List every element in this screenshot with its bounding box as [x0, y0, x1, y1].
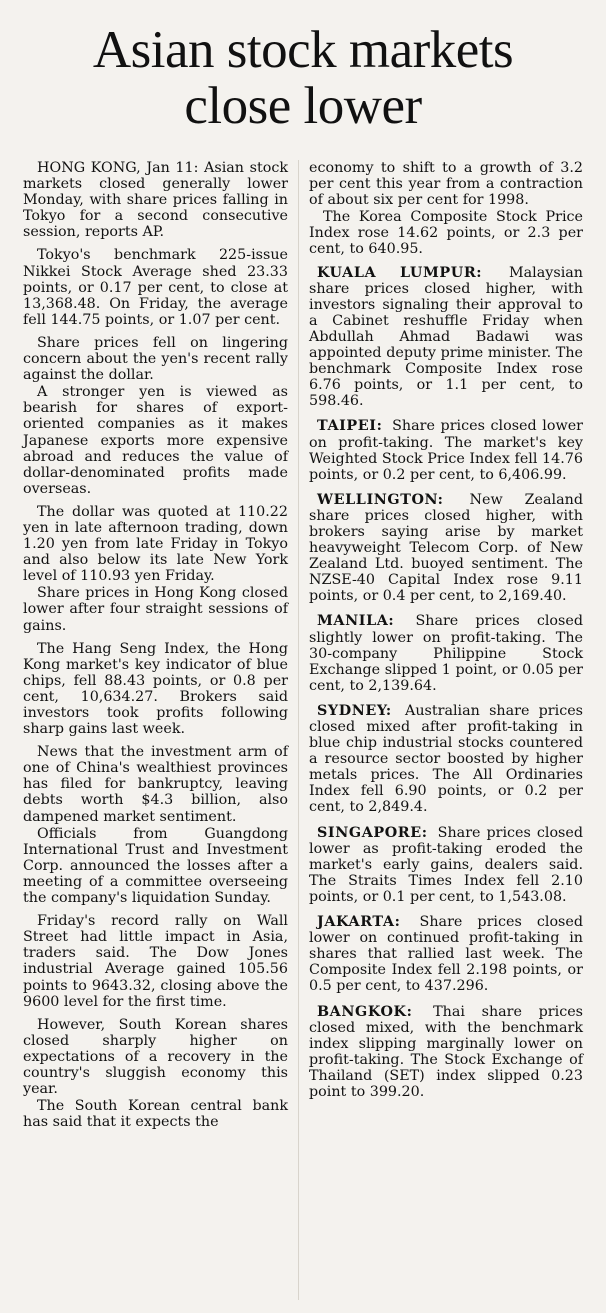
paragraph: News that the investment arm of one of China's wealthiest provinces has filed for bankruptcy, leaving debts worth $4.3 billion, also dampened market sentiment.	[23, 744, 288, 825]
right-column	[309, 160, 583, 1109]
report-manila	[309, 613, 583, 693]
paragraph: Share prices in Hong Kong closed lower after four straight sessions of gains.	[23, 585, 288, 634]
paragraph: Share prices fell on lingering concern about the yen's recent rally against the dollar.	[23, 334, 288, 384]
report-sydney	[309, 703, 583, 816]
paragraph-continued: economy to shift to a growth of 3.2 per cent this year from a contraction of about six per cent for 1998.	[309, 160, 583, 209]
report-taipei	[309, 418, 583, 482]
report-text: Malaysian share prices closed higher, with investors signaling their approval to a Cabinet reshuffle Friday when Abdullah Ahmad Badawi was appointed deputy prime minister. The benchmark Composite Index rose 6.76 points, or 1.1 per cent, to 598.46.	[309, 264, 583, 410]
report-text: Share prices closed lower on continued profit-taking in shares that rallied last week. The Composite Index fell 2.198 points, or 0.5 per cent, to 437.296.	[309, 914, 583, 995]
report-bangkok	[309, 1004, 583, 1101]
report-wellington	[309, 492, 583, 605]
headline	[0, 0, 606, 134]
paragraph-dateline: HONG KONG, Jan 11: Asian stock markets closed generally lower Monday, with share prices falling in Tokyo for a second consecutive session, reports AP.	[23, 160, 288, 241]
paragraph: The dollar was quoted at 110.22 yen in late afternoon trading, down 1.20 yen from late Friday in Tokyo and also below its late New York level of 110.93 yen Friday.	[23, 503, 288, 585]
report-text: Share prices closed lower on profit-taking. The market's key Weighted Stock Price Index fell 14.76 points, or 0.2 per cent, to 6,406.99.	[309, 418, 584, 483]
paragraph: However, South Korean shares closed sharply higher on expectations of a recovery in the country's sluggish economy this year.	[23, 1016, 288, 1098]
paragraph: The Korea Composite Stock Price Index rose 14.62 points, or 2.3 per cent, to 640.95.	[309, 209, 583, 258]
report-text: Share prices closed lower as profit-taking eroded the market's early gains, dealers said. The Straits Times Index fell 2.10 points, or 0.1 per cent, to 1,543.08.	[309, 824, 583, 905]
report-text: Share prices closed slightly lower on profit-taking. The 30-company Philippine Stock Exchange slipped 1 point, or 0.05 per cent, to 2,139.64.	[309, 613, 583, 694]
paragraph: The Hang Seng Index, the Hong Kong market's key indicator of blue chips, fell 88.43 points, or 0.8 per cent, 10,634.27. Brokers said investors took profits following sharp gains last week.	[23, 640, 288, 738]
column-divider	[298, 160, 299, 1300]
report-text: New Zealand share prices closed higher, with brokers saying arise by market heavyweight Telecom Corp. of New Zealand Ltd. buoyed sentiment. The NZSE-40 Capital Index rose 9.11 points, or 0.4 per cent, to 2,169.40.	[309, 491, 583, 605]
paragraph: The South Korean central bank has said that it expects the	[23, 1098, 288, 1131]
headline-line-1: Asian stock markets	[92, 21, 514, 79]
paragraph: Tokyo's benchmark 225-issue Nikkei Stock Average shed 23.33 points, or 0.17 per cent, to close at 13,368.48. On Friday, the average fell 144.75 points, or 1.07 per cent.	[23, 247, 288, 328]
city-label: TAIPEI:	[317, 418, 383, 435]
city-label: SYDNEY:	[317, 702, 392, 719]
city-label: WELLINGTON:	[317, 491, 444, 508]
city-label: JAKARTA:	[317, 914, 401, 931]
city-label: SINGAPORE:	[317, 824, 428, 841]
paragraph: A stronger yen is viewed as bearish for shares of export-oriented companies as it makes Japanese exports more expensive abroad and reduces the value of dollar-denominated profits made overseas.	[23, 384, 288, 497]
report-jakarta	[309, 914, 583, 994]
report-text: Thai share prices closed mixed, with the benchmark index slipping marginally lower on profit-taking. The Stock Exchange of Thailand (SET) index slipped 0.23 point to 399.20.	[309, 1003, 583, 1100]
city-label: MANILA:	[317, 613, 395, 630]
report-text: Australian share prices closed mixed after profit-taking in blue chip industrial stocks countered a resource sector boosted by higher metals prices. The All Ordinaries Index fell 6.90 points, or 0.2 per cent, to 2,849.4.	[309, 702, 583, 816]
report-kuala-lumpur	[309, 265, 583, 410]
headline-line-2: close lower	[184, 77, 422, 135]
paragraph: Friday's record rally on Wall Street had little impact in Asia, traders said. The Dow Jones industrial Average gained 105.56 points to 9643.32, closing above the 9600 level for the first time.	[23, 913, 288, 1010]
city-label: KUALA LUMPUR:	[317, 264, 483, 281]
paragraph: Officials from Guangdong International Trust and Investment Corp. announced the losses after a meeting of a committee overseeing the company's liquidation Sunday.	[23, 825, 288, 907]
left-column	[23, 160, 288, 1137]
city-label: BANGKOK:	[317, 1003, 413, 1020]
report-singapore	[309, 825, 583, 905]
